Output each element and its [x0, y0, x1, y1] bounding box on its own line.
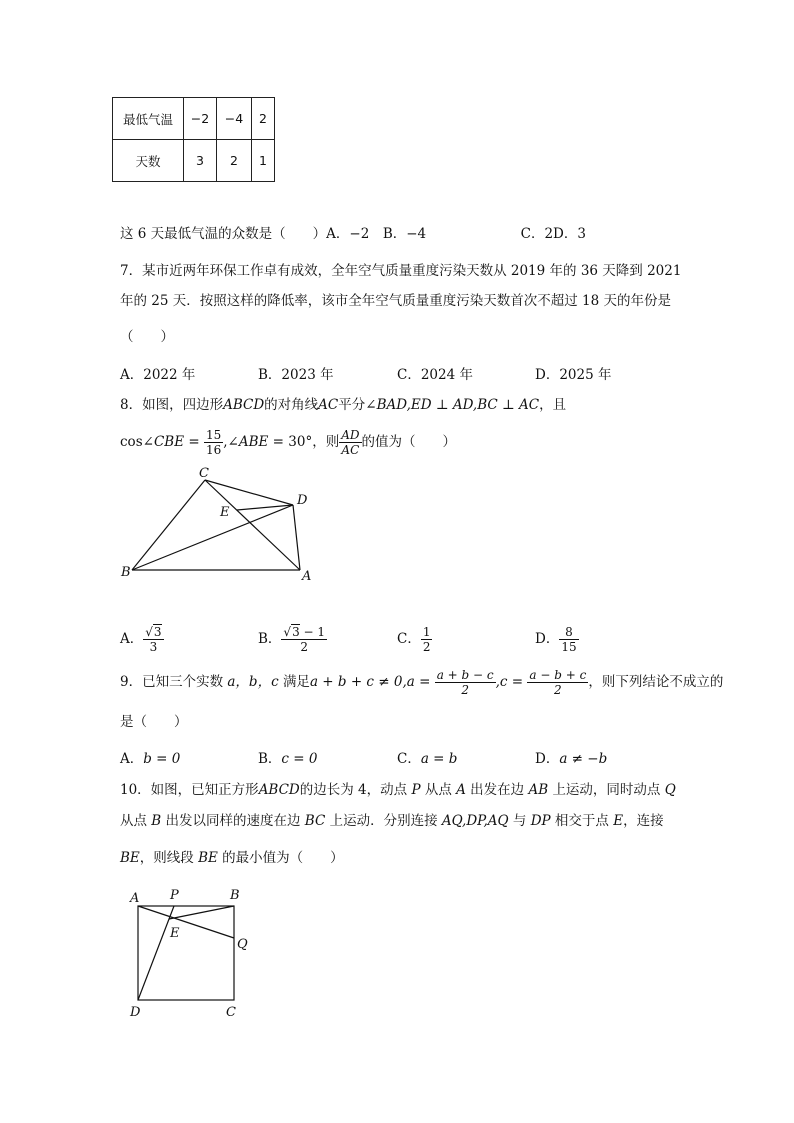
q9-option-a: A．b = 0 [120, 751, 181, 767]
q7-line-2: 年的 25 天．按照这样的降低率，该市全年空气质量重度污染天数首次不超过 18 天的年份是 [120, 293, 672, 309]
fraction-a-plus-b-minus-c: $\frac{a + b - c}{2}$ [436, 668, 494, 697]
label-b: B [121, 565, 131, 580]
label-q: Q [237, 937, 248, 952]
q8-text: 的对角线 [264, 397, 319, 413]
q8-math: AD,BC [452, 397, 498, 413]
q8-math: ,∠ [223, 434, 239, 450]
q8-math: BAD,ED [376, 397, 432, 413]
q7-option-c: C．2024 年 [397, 367, 473, 383]
fraction-root3-minus-1-over-2: $\frac{√3 - 1}{2}$ [283, 625, 326, 654]
label-b: B [230, 888, 240, 903]
q9-option-b: B．c = 0 [258, 751, 318, 767]
q8-option-b: B． $\frac{√3 - 1}{2}$ [258, 625, 326, 654]
table-row [113, 98, 275, 140]
q8-option-a: A． $\frac{√3}{3}$ [120, 625, 162, 654]
q7-line-1: 7．某市近两年环保工作卓有成效，全年空气质量重度污染天数从 2019 年的 36 天降到 2021 [120, 263, 682, 279]
q8-text: 平分∠ [338, 397, 377, 413]
q8-quadrilateral-figure [110, 460, 330, 590]
table-row-label: 天数 [113, 140, 184, 182]
q10-line-2: 从点 B 出发以同样的速度在边 BC 上运动．分别连接 AQ,DP,AQ 与 DP 相交于点 E，连接 [120, 813, 664, 829]
q6-question-line: 这 6 天最低气温的众数是（ ）A．−2 B．−4 C．2D．3 [120, 226, 586, 242]
q9-line-1: 9．已知三个实数 a，b，c 满足a + b + c ≠ 0,a = $\frac{a + b - c}{2}$ ,c = $\frac{a - b + c}{2}$ ，则下列结论不成立的 [120, 668, 724, 697]
segment-bc [132, 480, 205, 570]
q10-line-3: BE，则线段 BE 的最小值为（ ） [120, 850, 344, 866]
temperature-table [112, 97, 275, 182]
segment-eb [169, 906, 234, 919]
q8-option-c: C． $\frac{1}{2}$ [397, 625, 431, 654]
table-cell: 2 [252, 98, 275, 140]
segment-bd [132, 505, 293, 570]
q8-math: cos∠ [120, 434, 154, 450]
label-d: D [297, 493, 308, 508]
q8-math: = [184, 434, 204, 450]
label-e: E [170, 926, 180, 941]
perpendicular-symbol: ⊥ [497, 397, 520, 413]
fraction-8-over-15: $\frac{8}{15}$ [561, 625, 577, 654]
table-cell: 2 [217, 140, 252, 182]
table-cell: 3 [184, 140, 217, 182]
q8-line-2 [120, 426, 456, 458]
square-abcd [138, 906, 234, 1000]
table-cell: −2 [184, 98, 217, 140]
q8-line-1 [120, 396, 566, 414]
q8-text: 8．如图，四边形 [120, 397, 224, 413]
q8-math: ABE [238, 434, 269, 450]
q7-option-a: A．2022 年 [120, 367, 196, 383]
table-header-label: 最低气温 [113, 98, 184, 140]
perpendicular-symbol: ⊥ [431, 397, 453, 413]
label-c: C [199, 466, 209, 481]
q8-text: 的值为（ ） [361, 434, 456, 450]
segment-da [293, 505, 300, 570]
q7-option-b: B．2023 年 [258, 367, 334, 383]
fraction-15-16: $\frac{15}{16}$ [205, 428, 222, 457]
q8-math: CBE [153, 434, 185, 450]
fraction-ad-ac: $\frac{AD}{AC}$ [341, 428, 360, 457]
q8-option-d: D． $\frac{8}{15}$ [535, 625, 577, 654]
q8-math: AC [318, 397, 339, 413]
q8-math: = 30°，则 [268, 434, 340, 450]
segment-dp [138, 906, 174, 1000]
label-d: D [130, 1005, 141, 1020]
fraction-1-over-2: $\frac{1}{2}$ [422, 625, 431, 654]
segment-ed [237, 505, 293, 510]
q9-line-2: 是（ ） [120, 714, 188, 730]
q8-math: ABCD [223, 397, 265, 413]
q9-option-c: C．a = b [397, 751, 458, 767]
q9-option-d: D．a ≠ −b [535, 751, 608, 767]
q10-line-1: 10．如图，已知正方形ABCD的边长为 4，动点 P 从点 A 出发在边 AB 上运动，同时动点 Q [120, 782, 676, 798]
table-cell: 1 [252, 140, 275, 182]
label-e: E [220, 505, 230, 520]
q7-line-3: （ ） [120, 329, 174, 345]
q10-square-figure [125, 880, 260, 1025]
q7-option-d: D．2025 年 [535, 367, 612, 383]
q8-text: ，且 [539, 397, 567, 413]
label-a: A [302, 569, 312, 584]
fraction-a-minus-b-plus-c: $\frac{a - b + c}{2}$ [529, 668, 587, 697]
table-cell: −4 [217, 98, 252, 140]
table-row [113, 140, 275, 182]
fraction-root3-over-3: $\frac{√3}{3}$ [145, 625, 162, 654]
segment-aq [138, 906, 234, 938]
q8-math: AC [519, 397, 540, 413]
label-p: P [170, 888, 179, 903]
label-a: A [130, 891, 140, 906]
label-c: C [226, 1005, 236, 1020]
